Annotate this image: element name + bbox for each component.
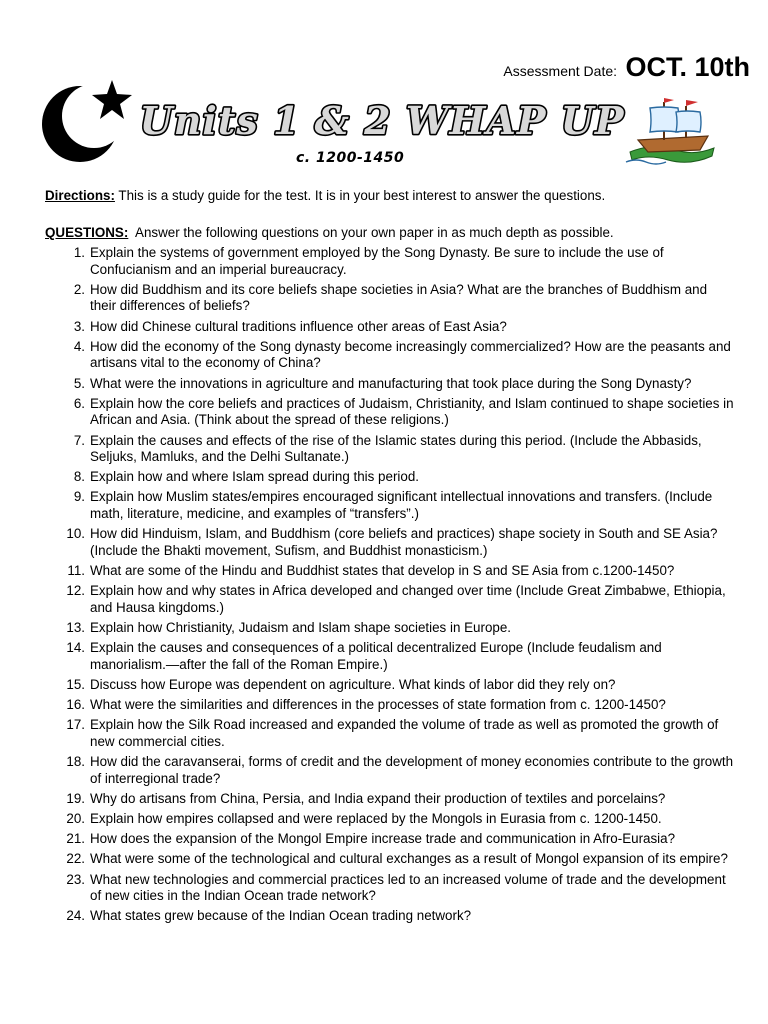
question-text: Explain how the Silk Road increased and expanded the volume of trade as well as promoted the growth of new commercial cities. bbox=[90, 717, 719, 749]
question-text: Explain how empires collapsed and were replaced by the Mongols in Eurasia from c. 1200-1450. bbox=[90, 811, 662, 827]
question-number: 24. bbox=[66, 908, 85, 924]
question-item bbox=[45, 339, 735, 372]
question-number: 9. bbox=[73, 489, 85, 505]
assessment-date-value: OCT. 10th bbox=[625, 52, 750, 82]
question-text: How did Hinduism, Islam, and Buddhism (core beliefs and practices) shape society in South and SE Asia? (Include the Bhakti movement, Sufism, and Buddhist monasticism.) bbox=[90, 526, 718, 558]
question-number: 12. bbox=[66, 583, 85, 599]
question-item bbox=[45, 396, 735, 429]
question-text: How did the caravanserai, forms of credit and the development of money economies contribute to the growth of interregional trade? bbox=[90, 754, 734, 786]
question-text: How did Buddhism and its core beliefs shape societies in Asia? What are the branches of Buddhism and their differences of beliefs? bbox=[90, 281, 708, 314]
question-text: How did the economy of the Song dynasty become increasingly commercialized? How are the peasants and artisans vital to the economy of China? bbox=[90, 338, 731, 371]
question-number: 16. bbox=[66, 697, 85, 713]
question-number: 3. bbox=[73, 318, 85, 334]
question-number: 20. bbox=[66, 811, 85, 827]
question-number: 11. bbox=[67, 563, 85, 579]
question-number: 1. bbox=[73, 245, 85, 260]
directions-label: Directions: bbox=[45, 188, 115, 203]
question-item bbox=[45, 851, 735, 868]
question-number: 8. bbox=[73, 469, 85, 485]
question-item bbox=[45, 563, 735, 580]
question-text: What were the innovations in agriculture and manufacturing that took place during the Song Dynasty? bbox=[90, 375, 692, 391]
question-number: 10. bbox=[66, 526, 85, 542]
question-number: 5. bbox=[73, 375, 85, 391]
page-title-text: Units 1 & 2 WHAP UP bbox=[139, 98, 625, 143]
question-item bbox=[45, 376, 735, 393]
question-text: Explain how and why states in Africa developed and changed over time (Include Great Zimbabwe, Ethiopia, and Hausa kingdoms.) bbox=[90, 583, 726, 615]
question-item bbox=[45, 717, 735, 750]
question-text: Explain how Christianity, Judaism and Islam shape societies in Europe. bbox=[90, 620, 512, 635]
questions-header bbox=[45, 225, 745, 240]
question-item bbox=[45, 319, 735, 336]
question-number: 4. bbox=[73, 338, 85, 354]
crescent-star-icon bbox=[42, 78, 134, 164]
question-number: 22. bbox=[66, 851, 85, 867]
question-text: Discuss how Europe was dependent on agriculture. What kinds of labor did they rely on? bbox=[90, 676, 616, 692]
questions-label: QUESTIONS: bbox=[45, 225, 129, 240]
question-list bbox=[45, 245, 735, 929]
assessment-date bbox=[503, 52, 750, 83]
question-number: 13. bbox=[66, 620, 85, 635]
question-text: What new technologies and commercial practices led to an increased volume of trade and the development of new cities in the Indian Ocean trade network? bbox=[90, 871, 726, 904]
question-item bbox=[45, 620, 735, 637]
question-text: How does the expansion of the Mongol Empire increase trade and communication in Afro-Eurasia? bbox=[90, 831, 676, 847]
question-item bbox=[45, 872, 735, 905]
question-number: 21. bbox=[66, 831, 85, 847]
question-text: How did Chinese cultural traditions influence other areas of East Asia? bbox=[90, 318, 507, 334]
question-item bbox=[45, 754, 735, 787]
question-text: Explain how Muslim states/empires encouraged significant intellectual innovations and transfers. (Include math, literature, medicine, and examples of “transfers”.) bbox=[90, 489, 713, 522]
page-subtitle: c. 1200-1450 bbox=[296, 150, 405, 166]
question-item bbox=[45, 908, 735, 925]
question-number: 14. bbox=[66, 640, 85, 656]
question-number: 18. bbox=[66, 754, 85, 770]
question-text: Explain how the core beliefs and practices of Judaism, Christianity, and Islam continued to shape societies in African and Asia. (Think about the spread of these religions.) bbox=[90, 395, 734, 428]
question-text: Explain how and where Islam spread during this period. bbox=[90, 469, 419, 485]
question-item bbox=[45, 282, 735, 315]
question-item bbox=[45, 583, 735, 616]
questions-intro: Answer the following questions on your own paper in as much depth as possible. bbox=[128, 225, 614, 240]
question-item bbox=[45, 677, 735, 694]
question-text: Explain the causes and consequences of a political decentralized Europe (Include feudalism and manorialism.—after the fall of the Roman Empire.) bbox=[90, 640, 662, 672]
question-item bbox=[45, 811, 735, 828]
question-number: 7. bbox=[73, 432, 85, 448]
question-text: What are some of the Hindu and Buddhist states that develop in S and SE Asia from c.1200-1450? bbox=[90, 563, 675, 579]
question-text: Why do artisans from China, Persia, and India expand their production of textiles and porcelains? bbox=[90, 790, 666, 806]
question-item bbox=[45, 245, 735, 278]
question-text: What were some of the technological and cultural exchanges as a result of Mongol expansion of its empire? bbox=[90, 851, 728, 867]
question-text: Explain the systems of government employed by the Song Dynasty. Be sure to include the use of Confucianism and an imperial bureaucracy. bbox=[90, 245, 664, 277]
question-item bbox=[45, 697, 735, 714]
question-number: 23. bbox=[66, 871, 85, 887]
question-text: Explain the causes and effects of the rise of the Islamic states during this period. (Include the Abbasids, Seljuks, Mamluks, and the Delhi Sultanate.) bbox=[90, 432, 702, 465]
question-item bbox=[45, 526, 735, 559]
question-number: 2. bbox=[73, 281, 85, 297]
question-item bbox=[45, 831, 735, 848]
directions-text: This is a study guide for the test. It is in your best interest to answer the questions. bbox=[114, 188, 606, 203]
question-text: What were the similarities and differences in the processes of state formation from c. 1200-1450? bbox=[90, 697, 666, 713]
question-text: What states grew because of the Indian Ocean trading network? bbox=[90, 908, 472, 924]
sailing-ship-icon bbox=[624, 96, 716, 168]
question-number: 15. bbox=[66, 676, 85, 692]
question-item bbox=[45, 489, 735, 522]
question-number: 6. bbox=[73, 395, 85, 411]
question-item bbox=[45, 791, 735, 808]
question-number: 19. bbox=[66, 790, 85, 806]
question-item bbox=[45, 469, 735, 486]
directions bbox=[45, 188, 745, 203]
assessment-date-label: Assessment Date: bbox=[503, 63, 618, 79]
question-item bbox=[45, 433, 735, 466]
question-item bbox=[45, 640, 735, 673]
page-title bbox=[139, 96, 625, 144]
question-number: 17. bbox=[66, 717, 85, 733]
